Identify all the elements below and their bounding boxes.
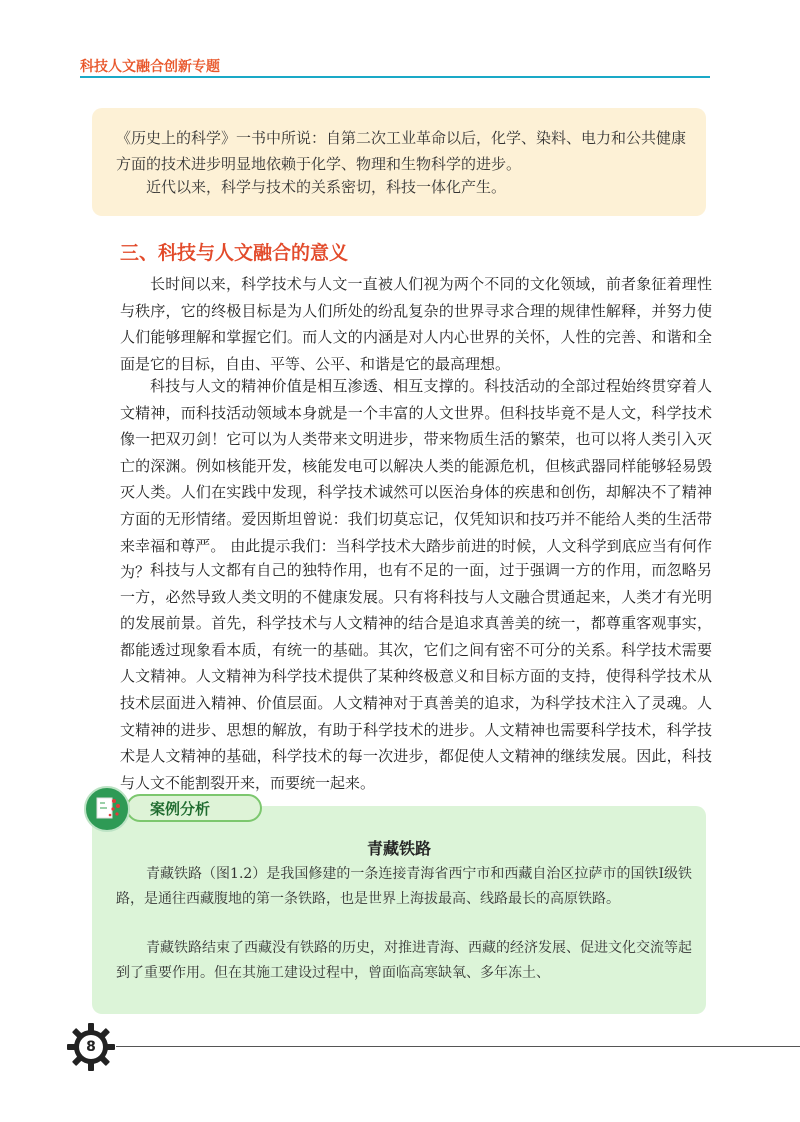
case-title: 青藏铁路 bbox=[366, 839, 431, 858]
body-paragraph-2: 科技与人文的精神价值是相互渗透、相互支撑的。科技活动的全部过程始终贯穿着人文精神，而科技活动领域本身就是一个丰富的人文世界。但科技毕竟不是人文，科学技术像一把双刃剑！它可以为人类带来文明进步，带来物质生活的繁荣，也可以将人类引入灭亡的深渊。例如核能开发，核能发电可以解决人类的能源危机，但核武器同样能够轻易毁灭人类。人们在实践中发现，科学技术诚然可以医治身体的疾患和创伤，却解决不了精神方面的无形情绪。爱因斯坦曾说：我们切莫忘记，仅凭知识和技巧并不能给人类的生活带来幸福和尊严。 由此提示我们：当科学技术大踏步前进的时候，人文科学到底应当有何作为？ bbox=[120, 377, 712, 582]
header-rule bbox=[80, 76, 710, 78]
section-title: 三、科技与人文融合的意义 bbox=[120, 242, 349, 264]
footer-rule bbox=[116, 1046, 800, 1047]
body-paragraph-3: 科技与人文都有自己的独特作用，也有不足的一面，过于强调一方的作用，而忽略另一方，必然导致人类文明的不健康发展。只有将科技与人文融合贯通起来，人类才有光明的发展前景。首先，科学技术与人文精神的结合是追求真善美的统一，都尊重客观事实，都能透过现象看本质，有统一的基础。其次，它们之间有密不可分的关系。科学技术需要人文精神。人文精神为科学技术提供了某种终极意义和目标方面的支持，使得科学技术从技术层面进入精神、价值层面。人文精神对于真善美的追求，为科学技术注入了灵魂。人文精神的进步、思想的解放，有助于科学技术的进步。人文精神也需要科学技术，科学技术是人文精神的基础，科学技术的每一次进步，都促使人文精神的继续发展。因此，科技与人文不能割裂开来，而要统一起来。 bbox=[120, 561, 712, 792]
quote-paragraph-2: 近代以来，科学与技术的关系密切，科技一体化产生。 bbox=[146, 178, 507, 196]
header-title: 科技人文融合创新专题 bbox=[80, 59, 220, 75]
body-paragraph-1: 长时间以来，科学技术与人文一直被人们视为两个不同的文化领域，前者象征着理性与秩序，它的终极目标是为人们所处的纷乱复杂的世界寻求合理的规律性解释，并努力使人们能够理解和掌握它们。而人文的内涵是对人内心世界的关怀，人性的完善、和谐和全面是它的目标，自由、平等、公平、和谐是它的最高理想。 bbox=[120, 275, 712, 373]
quote-paragraph-1: 《历史上的科学》一书中所说：自第二次工业革命以后，化学、染料、电力和公共健康方面的技术进步明显地依赖于化学、物理和生物科学的进步。 bbox=[116, 129, 687, 173]
page-number: 8 bbox=[86, 1039, 96, 1055]
case-paragraph-1: 青藏铁路（图1.2）是我国修建的一条连接青海省西宁市和西藏自治区拉萨市的国铁Ⅰ级铁路，是通往西藏腹地的第一条铁路，也是世界上海拔最高、线路最长的高原铁路。 bbox=[116, 866, 692, 907]
case-label: 案例分析 bbox=[150, 800, 211, 818]
case-study-icon bbox=[84, 786, 130, 832]
case-paragraph-2: 青藏铁路结束了西藏没有铁路的历史，对推进青海、西藏的经济发展、促进文化交流等起到了重要作用。但在其施工建设过程中，曾面临高寒缺氧、多年冻土、 bbox=[116, 940, 692, 981]
